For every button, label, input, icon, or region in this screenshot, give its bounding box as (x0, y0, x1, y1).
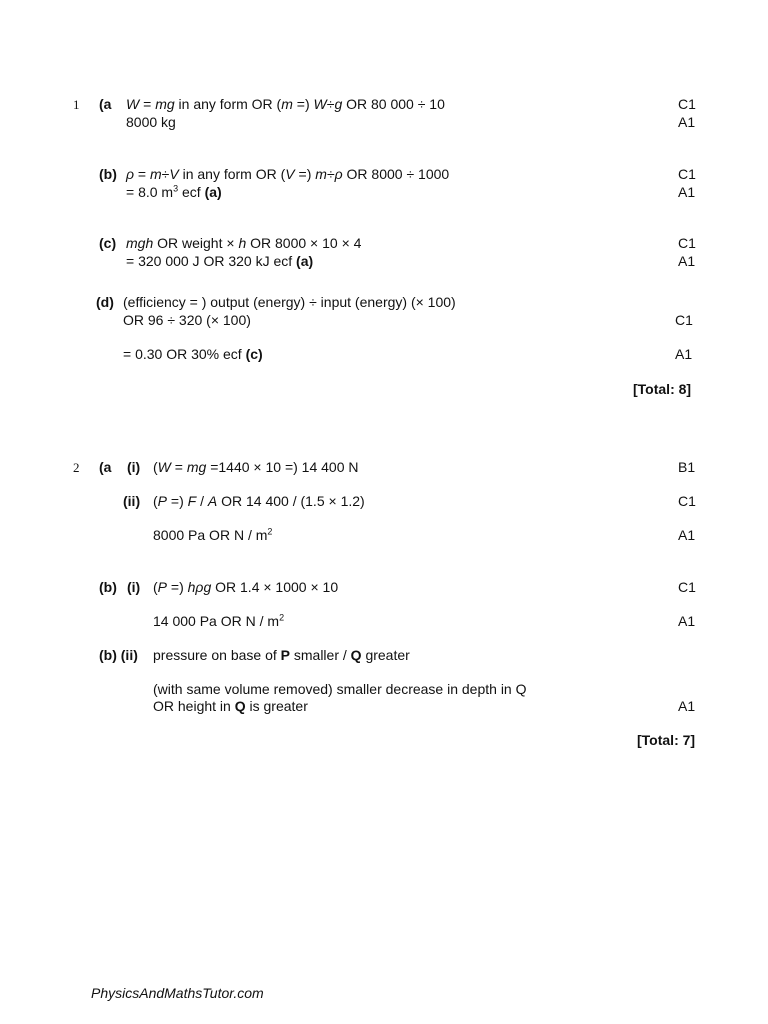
q1c-line2: = 320 000 J OR 320 kJ ecf (a) (126, 253, 314, 269)
q2aii-line1: (P =) F / A OR 14 400 / (1.5 × 1.2) (153, 493, 365, 509)
q2bi-line2: 14 000 Pa OR N / $m^2$ (153, 612, 285, 629)
q1d-line2: OR 96 ÷ 320 (× 100) (123, 312, 251, 328)
q1d-label: (d) (96, 294, 114, 310)
q1d-line3: = 0.30 OR 30% ecf (c) (123, 346, 263, 362)
q1d-mark1: C1 (675, 312, 693, 328)
q2ai-line: (W = mg =1440 × 10 =) 14 400 N (153, 459, 359, 475)
q1a-line1: W = mg in any form OR (m =) W÷g OR 80 000 ÷ 10 (126, 96, 445, 112)
q2bii-mark: A1 (678, 698, 696, 714)
q1b-mark2: A1 (678, 184, 696, 200)
q2bi-mark1: C1 (678, 579, 696, 595)
q2bii-line3: OR height in Q is greater (153, 698, 308, 714)
q1-total: [Total: 8] (633, 381, 692, 397)
q2a-label: (a (99, 459, 112, 475)
q2bii-label: (b) (ii) (99, 647, 138, 663)
q1-number: 1 (73, 97, 80, 112)
q1c-mark1: C1 (678, 235, 696, 251)
q1a-line2: 8000 kg (126, 114, 176, 130)
footer-site-name: PhysicsAndMathsTutor.com (91, 985, 264, 1001)
q2-number: 2 (73, 460, 80, 475)
q2bii-line1: pressure on base of P smaller / Q greater (153, 647, 410, 663)
q1d-mark2: A1 (675, 346, 693, 362)
q2-total: [Total: 7] (637, 732, 696, 748)
q2ai-mark: B1 (678, 459, 696, 475)
q2ai-label: (i) (127, 459, 141, 475)
q2bi-line1: (P =) hρg OR 1.4 × 1000 × 10 (153, 579, 339, 595)
q2aii-line2: 8000 Pa OR N / $m^2$ (153, 526, 273, 543)
q2aii-mark1: C1 (678, 493, 696, 509)
q1a-mark1: C1 (678, 96, 696, 112)
q1c-line1: mgh OR weight × h OR 8000 × 10 × 4 (126, 235, 362, 251)
q1a-mark2: A1 (678, 114, 696, 130)
q1b-label: (b) (99, 166, 117, 182)
q2aii-label: (ii) (123, 493, 141, 509)
q2bi-mark2: A1 (678, 613, 696, 629)
q2aii-mark2: A1 (678, 527, 696, 543)
q2bi-label: (i) (127, 579, 141, 595)
q2b-label: (b) (99, 579, 117, 595)
q1b-line2: = 8.0 $m^3$ ecf (a) (126, 183, 222, 200)
q2bii-line2: (with same volume removed) smaller decrease in depth in Q (153, 681, 527, 697)
q1a-label: (a (99, 96, 112, 112)
q1c-mark2: A1 (678, 253, 696, 269)
q1d-line1: (efficiency = ) output (energy) ÷ input (energy) (× 100) (123, 294, 456, 310)
q1c-label: (c) (99, 235, 117, 251)
q1b-line1: ρ = m÷V in any form OR (V =) m÷ρ OR 8000 ÷ 1000 (126, 166, 450, 182)
q1b-mark1: C1 (678, 166, 696, 182)
